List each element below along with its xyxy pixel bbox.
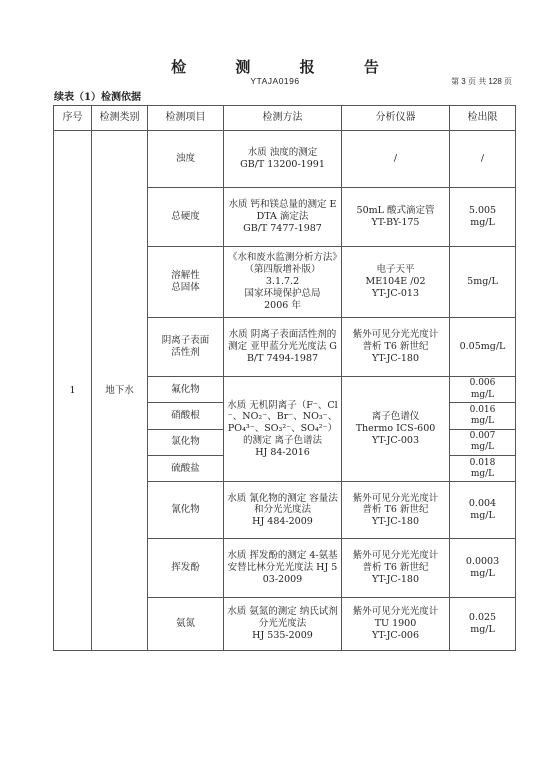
instrument-cell: / xyxy=(342,131,450,188)
ion-method-cell: 水质 无机阴离子（F⁻、Cl⁻、NO₂⁻、Br⁻、NO₃⁻、PO₄³⁻、SO₃²⁻、SO₄²⁻）的测定 离子色谱法 HJ 84-2016 xyxy=(224,376,342,482)
limit-cell: 0.007 mg/L xyxy=(450,429,516,455)
method-cell: 水质 氨氮的测定 纳氏试剂分光光度法 HJ 535-2009 xyxy=(224,598,342,651)
instrument-cell: 电子天平 ME104E /02 YT-JC-013 xyxy=(342,247,450,318)
method-cell: 水质 浊度的测定 GB/T 13200-1991 xyxy=(224,131,342,188)
col-header-limit: 检出限 xyxy=(450,106,516,131)
table-subtitle: 续表（1）检测依据 xyxy=(54,92,141,103)
col-header-method: 检测方法 xyxy=(224,106,342,131)
limit-cell: 0.0003 mg/L xyxy=(450,539,516,598)
method-cell: 水质 钙和镁总量的测定 EDTA 滴定法 GB/T 7477-1987 xyxy=(224,188,342,247)
item-cell: 溶解性 总固体 xyxy=(148,247,224,318)
limit-cell: 0.016 mg/L xyxy=(450,403,516,429)
instrument-cell: 紫外可见分光光度计 TU 1900 YT-JC-006 xyxy=(342,598,450,651)
method-cell: 水质 阴离子表面活性剂的测定 亚甲蓝分光光度法 GB/T 7494-1987 xyxy=(224,318,342,377)
limit-cell: 5mg/L xyxy=(450,247,516,318)
limit-cell: 0.006 mg/L xyxy=(450,376,516,402)
method-cell: 《水和废水监测分析方法》（第四版增补版） 3.1.7.2 国家环境保护总局 2006 年 xyxy=(224,247,342,318)
item-cell: 氰化物 xyxy=(148,482,224,539)
instrument-cell: 紫外可见分光光度计 普析 T6 新世纪 YT-JC-180 xyxy=(342,539,450,598)
detection-basis-table xyxy=(53,105,516,651)
limit-cell: 0.018 mg/L xyxy=(450,456,516,482)
item-cell: 阴离子表面 活性剂 xyxy=(148,318,224,377)
limit-cell: 5.005 mg/L xyxy=(450,188,516,247)
item-cell: 氯化物 xyxy=(148,429,224,455)
item-cell: 硫酸盐 xyxy=(148,456,224,482)
table-header-row xyxy=(54,106,516,131)
report-title: 检 测 报 告 xyxy=(171,58,401,76)
instrument-cell: 紫外可见分光光度计 普析 T6 新世纪 YT-JC-180 xyxy=(342,482,450,539)
limit-cell: 0.004 mg/L xyxy=(450,482,516,539)
table-row xyxy=(54,131,516,188)
category-cell: 地下水 xyxy=(92,131,148,651)
method-cell: 水质 氰化物的测定 容量法和分光光度法 HJ 484-2009 xyxy=(224,482,342,539)
instrument-cell: 50mL 酸式滴定管 YT-BY-175 xyxy=(342,188,450,247)
method-cell: 水质 挥发酚的测定 4-氨基安替比林分光光度法 HJ 503-2009 xyxy=(224,539,342,598)
ion-instrument-cell: 离子色谱仪 Thermo ICS-600 YT-JC-003 xyxy=(342,376,450,482)
item-cell: 氟化物 xyxy=(148,376,224,402)
col-header-seq: 序号 xyxy=(54,106,92,131)
item-cell: 硝酸根 xyxy=(148,403,224,429)
seq-cell: 1 xyxy=(54,131,92,651)
col-header-instrument: 分析仪器 xyxy=(342,106,450,131)
col-header-item: 检测项目 xyxy=(148,106,224,131)
report-number: YTAJA0196 xyxy=(250,76,300,86)
limit-cell: 0.05mg/L xyxy=(450,318,516,377)
col-header-category: 检测类别 xyxy=(92,106,148,131)
item-cell: 浊度 xyxy=(148,131,224,188)
item-cell: 总硬度 xyxy=(148,188,224,247)
item-cell: 氨氮 xyxy=(148,598,224,651)
limit-cell: 0.025 mg/L xyxy=(450,598,516,651)
instrument-cell: 紫外可见分光光度计 普析 T6 新世纪 YT-JC-180 xyxy=(342,318,450,377)
page-number: 第 3 页 共 128 页 xyxy=(451,77,512,86)
item-cell: 挥发酚 xyxy=(148,539,224,598)
limit-cell: / xyxy=(450,131,516,188)
